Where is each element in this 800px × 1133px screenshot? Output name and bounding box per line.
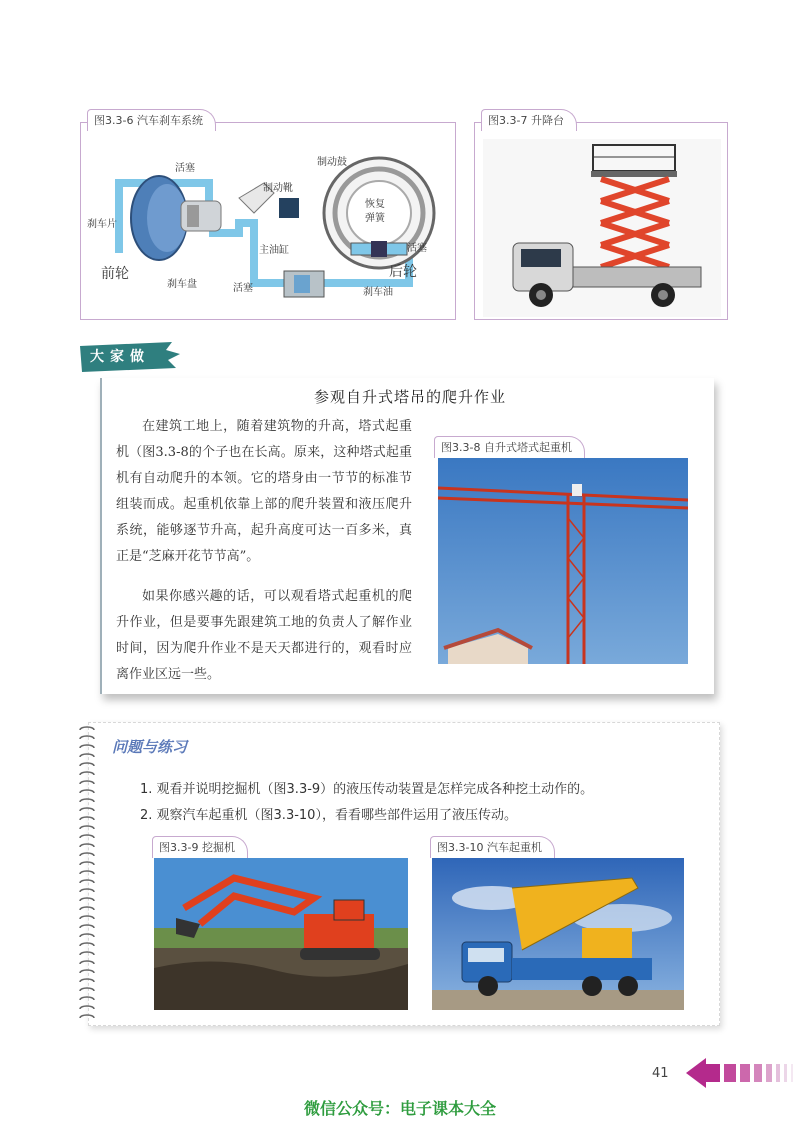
spiral-ring bbox=[80, 799, 94, 802]
label-brake-shoe: 制动靴 bbox=[263, 183, 293, 194]
tower-crane-photo bbox=[438, 458, 688, 664]
spiral-ring bbox=[80, 925, 94, 928]
spiral-ring bbox=[80, 844, 94, 847]
spiral-ring bbox=[80, 916, 94, 919]
brake-diagram bbox=[89, 143, 449, 315]
spiral-ring bbox=[80, 970, 94, 973]
figure-excavator bbox=[150, 841, 408, 1010]
figure-caption: 图3.3-10 汽车起重机 bbox=[430, 836, 555, 858]
label-spring-1: 恢复 bbox=[365, 199, 385, 210]
spiral-ring bbox=[80, 727, 94, 730]
label-brake-disc: 刹车盘 bbox=[167, 279, 197, 290]
spiral-ring bbox=[80, 961, 94, 964]
spiral-ring bbox=[80, 943, 94, 946]
spiral-ring bbox=[80, 763, 94, 766]
spiral-ring bbox=[80, 808, 94, 811]
spiral-ring bbox=[80, 907, 94, 910]
activity-banner-label: 大家做 bbox=[90, 349, 150, 365]
truck-crane-photo bbox=[432, 858, 684, 1010]
spiral-ring bbox=[80, 862, 94, 865]
label-piston-bottom: 活塞 bbox=[233, 283, 253, 294]
activity-paragraph-1: 在建筑工地上，随着建筑物的升高，塔式起重机（图3.3-8的个子也在长高。原来，这种塔式起重机有自动爬升的本领。它的塔身由一节节的标准节组装而成。起重机依靠上部的爬升装置和液压爬升系统，能够逐节升高，起升高度可达一百多米，真正是“芝麻开花节节高”。 bbox=[116, 419, 412, 564]
label-piston-right: 活塞 bbox=[407, 243, 427, 254]
label-brake-drum: 制动鼓 bbox=[317, 157, 347, 168]
spiral-ring bbox=[80, 979, 94, 982]
figure-truck-crane bbox=[428, 841, 684, 1010]
footer-wechat: 微信公众号：电子课本大全 bbox=[303, 1099, 496, 1118]
label-master-cylinder: 主油缸 bbox=[259, 245, 289, 256]
label-brake-oil: 刹车油 bbox=[363, 287, 393, 298]
figure-caption: 图3.3-9 挖掘机 bbox=[152, 836, 248, 858]
excavator-photo bbox=[154, 858, 408, 1010]
spiral-ring bbox=[80, 781, 94, 784]
exercise-item-1: 1. 观看并说明挖掘机（图3.3-9）的液压传动装置是怎样完成各种挖土动作的。 bbox=[140, 782, 594, 797]
spiral-ring bbox=[80, 871, 94, 874]
activity-paragraph-2: 如果你感兴趣的话，可以观看塔式起重机的爬升作业，但是要事先跟建筑工地的负责人了解作业时间，因为爬升作业不是天天都进行的，观看时应离作业区远一些。 bbox=[116, 589, 412, 682]
spiral-ring bbox=[80, 754, 94, 757]
spiral-ring bbox=[80, 736, 94, 739]
figure-caption: 图3.3-8 自升式塔式起重机 bbox=[434, 436, 585, 458]
spiral-ring bbox=[80, 997, 94, 1000]
label-spring-2: 弹簧 bbox=[365, 213, 385, 224]
exercises-title: 问题与练习 bbox=[112, 738, 188, 756]
spiral-ring bbox=[80, 1015, 94, 1018]
label-rear-wheel: 后轮 bbox=[389, 264, 417, 280]
spiral-ring bbox=[80, 880, 94, 883]
figure-lift-platform bbox=[474, 114, 728, 320]
spiral-ring bbox=[80, 772, 94, 775]
label-piston-top: 活塞 bbox=[175, 163, 195, 174]
spiral-ring bbox=[80, 835, 94, 838]
spiral-ring bbox=[80, 889, 94, 892]
spiral-ring bbox=[80, 1006, 94, 1009]
page-number: 41 bbox=[652, 1066, 669, 1081]
lift-photo bbox=[483, 139, 721, 317]
spiral-ring bbox=[80, 934, 94, 937]
exercise-item-2: 2. 观察汽车起重机（图3.3-10），看看哪些部件运用了液压传动。 bbox=[140, 808, 517, 823]
label-front-wheel: 前轮 bbox=[101, 266, 129, 282]
spiral-ring bbox=[80, 817, 94, 820]
activity-title: 参观自升式塔吊的爬升作业 bbox=[313, 388, 506, 406]
spiral-ring bbox=[80, 790, 94, 793]
figure-tower-crane bbox=[432, 441, 694, 666]
spiral-ring bbox=[80, 826, 94, 829]
figure-caption: 图3.3-7 升降台 bbox=[481, 109, 577, 131]
figure-caption: 图3.3-6 汽车刹车系统 bbox=[87, 109, 216, 131]
label-brake-pad: 刹车片 bbox=[87, 219, 117, 230]
spiral-ring bbox=[80, 988, 94, 991]
spiral-ring bbox=[80, 952, 94, 955]
figure-brake-system bbox=[80, 114, 456, 320]
spiral-binding bbox=[78, 722, 98, 1026]
spiral-ring bbox=[80, 898, 94, 901]
page-arrow-icon bbox=[686, 1058, 800, 1088]
spiral-ring bbox=[80, 853, 94, 856]
spiral-ring bbox=[80, 745, 94, 748]
